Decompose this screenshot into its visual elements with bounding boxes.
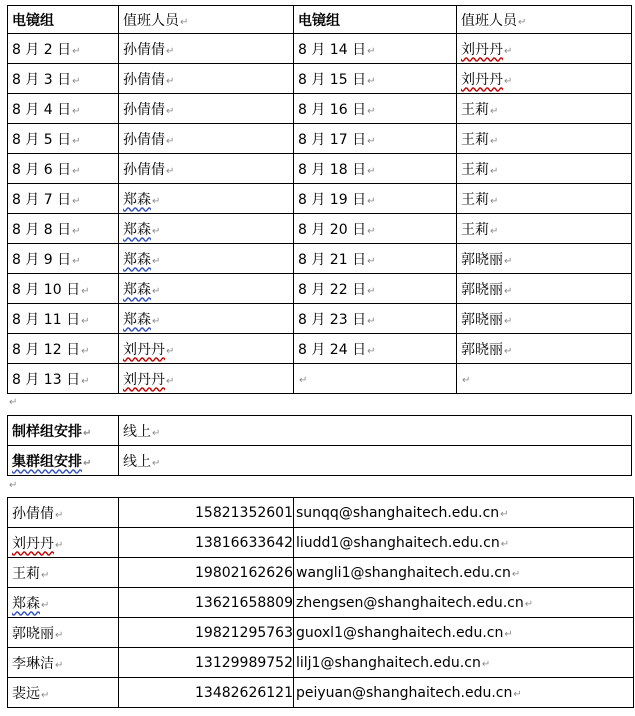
schedule-staff-2: 郭晓丽↵ — [457, 244, 632, 274]
header-staff-2: 值班人员↵ — [457, 6, 632, 34]
schedule-date-1: 8 月 3 日↵ — [8, 64, 119, 94]
schedule-row — [8, 334, 632, 364]
header-group-2: 电镜组 — [294, 6, 457, 34]
schedule-table — [7, 5, 632, 394]
schedule-staff-1: 郑森↵ — [119, 184, 294, 214]
contact-row — [8, 558, 634, 588]
schedule-staff-1: 郑森↵ — [119, 214, 294, 244]
schedule-staff-1: 郑森↵ — [119, 274, 294, 304]
contact-email: peiyuan@shanghaitech.edu.cn↵ — [294, 678, 634, 708]
schedule-staff-1: 郑森↵ — [119, 304, 294, 334]
group-row — [8, 446, 632, 476]
contact-email: zhengsen@shanghaitech.edu.cn↵ — [294, 588, 634, 618]
contacts-body — [8, 498, 634, 708]
schedule-staff-1: 刘丹丹↵ — [119, 364, 294, 394]
schedule-row — [8, 364, 632, 394]
contact-name: 王莉↵ — [8, 558, 119, 588]
schedule-date-1: 8 月 7 日↵ — [8, 184, 119, 214]
contact-phone: 13621658809 — [119, 588, 294, 618]
schedule-row — [8, 214, 632, 244]
schedule-body — [8, 6, 632, 394]
contact-email: guoxl1@shanghaitech.edu.cn↵ — [294, 618, 634, 648]
schedule-date-2: 8 月 19 日↵ — [294, 184, 457, 214]
schedule-date-1: 8 月 8 日↵ — [8, 214, 119, 244]
schedule-date-1: 8 月 5 日↵ — [8, 124, 119, 154]
schedule-staff-2: 刘丹丹↵ — [457, 64, 632, 94]
schedule-date-2: 8 月 21 日↵ — [294, 244, 457, 274]
schedule-row — [8, 154, 632, 184]
schedule-date-1: 8 月 2 日↵ — [8, 34, 119, 64]
schedule-staff-2: 王莉↵ — [457, 154, 632, 184]
contact-row — [8, 678, 634, 708]
schedule-date-1: 8 月 11 日↵ — [8, 304, 119, 334]
header-staff-1: 值班人员↵ — [119, 6, 294, 34]
contact-phone: 13482626121 — [119, 678, 294, 708]
schedule-date-2: 8 月 24 日↵ — [294, 334, 457, 364]
contact-email: wangli1@shanghaitech.edu.cn↵ — [294, 558, 634, 588]
schedule-date-2: 8 月 17 日↵ — [294, 124, 457, 154]
schedule-staff-2: 王莉↵ — [457, 124, 632, 154]
schedule-staff-1: 孙倩倩↵ — [119, 124, 294, 154]
schedule-staff-2: 郭晓丽↵ — [457, 304, 632, 334]
schedule-staff-2: ↵ — [457, 364, 632, 394]
schedule-staff-1: 孙倩倩↵ — [119, 94, 294, 124]
schedule-date-1: 8 月 13 日↵ — [8, 364, 119, 394]
schedule-date-1: 8 月 4 日↵ — [8, 94, 119, 124]
schedule-date-1: 8 月 12 日↵ — [8, 334, 119, 364]
header-group-1: 电镜组 — [8, 6, 119, 34]
schedule-row — [8, 304, 632, 334]
contact-row — [8, 498, 634, 528]
paragraph-mark: ↵ — [9, 480, 18, 491]
group-row — [8, 416, 632, 446]
contact-phone: 19802162626 — [119, 558, 294, 588]
schedule-date-2: 8 月 15 日↵ — [294, 64, 457, 94]
contacts-table — [7, 497, 634, 708]
schedule-row — [8, 184, 632, 214]
schedule-staff-1: 孙倩倩↵ — [119, 154, 294, 184]
paragraph-mark: ↵ — [9, 397, 18, 408]
contact-phone: 13816633642 — [119, 528, 294, 558]
schedule-date-2: 8 月 23 日↵ — [294, 304, 457, 334]
contact-email: lilj1@shanghaitech.edu.cn↵ — [294, 648, 634, 678]
schedule-date-1: 8 月 9 日↵ — [8, 244, 119, 274]
schedule-staff-2: 郭晓丽↵ — [457, 274, 632, 304]
contact-name: 李琳洁↵ — [8, 648, 119, 678]
contact-email: liudd1@shanghaitech.edu.cn↵ — [294, 528, 634, 558]
schedule-date-2: 8 月 22 日↵ — [294, 274, 457, 304]
schedule-row — [8, 124, 632, 154]
schedule-staff-2: 郭晓丽↵ — [457, 334, 632, 364]
contact-name: 郭晓丽↵ — [8, 618, 119, 648]
schedule-row — [8, 64, 632, 94]
group-arrangement-table — [7, 415, 632, 476]
schedule-date-2: 8 月 18 日↵ — [294, 154, 457, 184]
schedule-row — [8, 244, 632, 274]
schedule-row — [8, 94, 632, 124]
contact-row — [8, 528, 634, 558]
contact-row — [8, 648, 634, 678]
schedule-header-row — [8, 6, 632, 34]
schedule-staff-1: 刘丹丹↵ — [119, 334, 294, 364]
group-value: 线上↵ — [119, 416, 632, 446]
contact-name: 刘丹丹↵ — [8, 528, 119, 558]
schedule-staff-2: 王莉↵ — [457, 214, 632, 244]
schedule-staff-1: 孙倩倩↵ — [119, 64, 294, 94]
contact-phone: 15821352601 — [119, 498, 294, 528]
schedule-date-2: 8 月 16 日↵ — [294, 94, 457, 124]
contact-phone: 13129989752 — [119, 648, 294, 678]
contact-name: 裴远↵ — [8, 678, 119, 708]
contact-row — [8, 618, 634, 648]
schedule-staff-2: 王莉↵ — [457, 94, 632, 124]
schedule-row — [8, 274, 632, 304]
schedule-date-2: 8 月 14 日↵ — [294, 34, 457, 64]
schedule-date-2: 8 月 20 日↵ — [294, 214, 457, 244]
contact-phone: 19821295763 — [119, 618, 294, 648]
group-label: 制样组安排↵ — [8, 416, 119, 446]
contact-email: sunqq@shanghaitech.edu.cn↵ — [294, 498, 634, 528]
schedule-staff-1: 孙倩倩↵ — [119, 34, 294, 64]
schedule-date-2: ↵ — [294, 364, 457, 394]
contact-name: 郑森↵ — [8, 588, 119, 618]
contact-row — [8, 588, 634, 618]
schedule-date-1: 8 月 10 日↵ — [8, 274, 119, 304]
group-label: 集群组安排↵ — [8, 446, 119, 476]
schedule-staff-2: 刘丹丹↵ — [457, 34, 632, 64]
group-value: 线上↵ — [119, 446, 632, 476]
schedule-staff-1: 郑森↵ — [119, 244, 294, 274]
schedule-date-1: 8 月 6 日↵ — [8, 154, 119, 184]
schedule-row — [8, 34, 632, 64]
contact-name: 孙倩倩↵ — [8, 498, 119, 528]
schedule-staff-2: 王莉↵ — [457, 184, 632, 214]
